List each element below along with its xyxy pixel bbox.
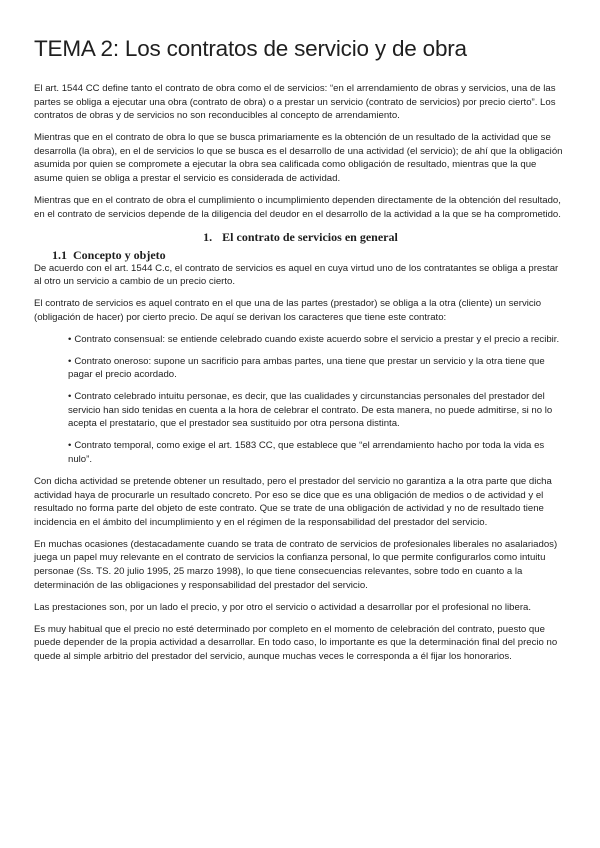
- list-item: [68, 390, 567, 431]
- list-item: [68, 439, 567, 466]
- list-item-text: Contrato oneroso: supone un sacrificio para ambas partes, una tiene que prestar un servicio y la otra tiene que pagar el precio acordado.: [68, 355, 545, 381]
- section-number: 1.: [203, 229, 213, 244]
- bullet-icon: •: [68, 355, 72, 367]
- closing-paragraph-3: Las prestaciones son, por un lado el precio, y por otro el servicio o actividad a desarrollar por el profesional no libera.: [34, 601, 532, 613]
- characteristics-list: [34, 333, 567, 467]
- section-title: El contrato de servicios en general: [222, 229, 398, 244]
- intro-paragraph-2: Mientras que en el contrato de obra lo que se busca primariamente es la obtención de un resultado de la actividad que se desarrolla (la obra), en el de servicios lo que se busca es el desarrollo de una actividad (el servicio); de ahí que la obligación asumida por quien se compromete a ejecutar la obra sea calificada como obligación de resultado, mientras que la que asume quien se obliga a prestar el servicio es considerada de actividad.: [34, 132, 563, 184]
- list-item-text: Contrato celebrado intuitu personae, es decir, que las cualidades y circunstancias personales del prestador del servicio han sido tenidas en cuenta a la hora de celebrar el contrato. De esta manera, no puede admitirse, si no lo acepta el prestatario, que el prestador sea sustituido por otra persona distinta.: [68, 391, 553, 430]
- bullet-icon: •: [68, 333, 72, 345]
- bullet-icon: •: [68, 440, 72, 452]
- section-heading-1: [34, 230, 567, 244]
- subsection-number: 1.1: [52, 247, 67, 262]
- list-item: [68, 333, 567, 347]
- document-body: [34, 82, 567, 672]
- list-item-text: Contrato consensual: se entiende celebrado cuando existe acuerdo sobre el servicio a prestar y el precio a recibir.: [74, 333, 560, 345]
- page-title: TEMA 2: Los contratos de servicio y de obra: [34, 36, 467, 61]
- list-item-text: Contrato temporal, como exige el art. 1583 CC, que establece que “el arrendamiento hacho por toda la vida es nulo”.: [68, 440, 545, 465]
- concept-paragraph-1: De acuerdo con el art. 1544 C.c, el contrato de servicios es aquel en cuya virtud uno de los contratantes se obliga a prestar al otro un servicio a cambio de un precio cierto.: [34, 262, 559, 288]
- subsection-heading-1-1: [52, 248, 567, 262]
- bullet-icon: •: [68, 391, 72, 403]
- closing-paragraph-4: Es muy habitual que el precio no esté determinado por completo en el momento de celebración del contrato, puesto que puede depender de la propia actividad a desarrollar. En todo caso, lo importante es que la determinación final del precio no quede al simple arbitrio del prestador del servicio, aunque muchas veces le corresponda a él fijar los honorarios.: [34, 623, 558, 662]
- subsection-title: Concepto y objeto: [73, 247, 166, 262]
- closing-paragraph-1: Con dicha actividad se pretende obtener un resultado, pero el prestador del servicio no garantiza a la otra parte que dicha actividad haya de procurarle un resultado concreto. Por eso se dice que es una obligación de medios o de actividad y el resultado no forma parte del objeto de este contrato. Que se trate de una obligación de actividad y no de resultado tiene incidencia en el ámbito del incumplimiento y en el régimen de la responsabilidad del prestador del servicio.: [34, 475, 552, 528]
- concept-paragraph-2: El contrato de servicios es aquel contrato en el que una de las partes (prestador) se obliga a la otra (cliente) un servicio (obligación de hacer) por cierto precio. De aquí se derivan los caracteres que tiene este contrato:: [34, 298, 542, 323]
- intro-paragraph-3: Mientras que en el contrato de obra el cumplimiento o incumplimiento dependen directamente de la obtención del resultado, en el contrato de servicios depende de la diligencia del deudor en el desarrollo de la actividad a la que se ha comprometido.: [34, 194, 561, 220]
- intro-paragraph-1: El art. 1544 CC define tanto el contrato de obra como el de servicios: “en el arrendamiento de obras y servicios, una de las partes se obliga a ejecutar una obra (contrato de obra) o a prestar un servicio (contrato de servicios) por precio cierto”. Los contratos de obras y de servicios no son reconducibles al concepto de arrendamiento.: [34, 83, 556, 122]
- closing-paragraph-2: En muchas ocasiones (destacadamente cuando se trata de contrato de servicios de profesionales liberales no asalariados) juega un papel muy relevante en el contrato de servicios la confianza personal, lo que permite configurarlos como intuitu personae (Ss. TS. 20 julio 1995, 25 marzo 1998), lo que tiene consecuencias relevantes, sobre todo en cuanto a la determinación de las obligaciones y responsabilidad del prestador del servicio.: [34, 538, 558, 591]
- list-item: [68, 355, 567, 382]
